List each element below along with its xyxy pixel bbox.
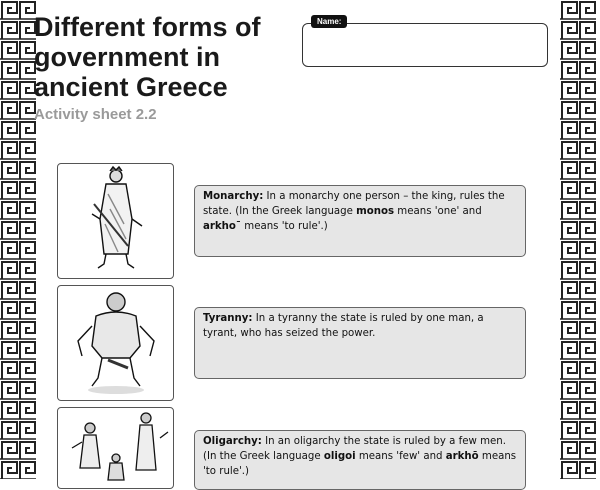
tyranny-text-box: Tyranny: In a tyranny the state is ruled by one man, a tyrant, who has seized the power. [194,307,526,379]
tyrant-figure-icon [58,286,173,400]
monarchy-term: Monarchy: [203,191,264,202]
name-label: Name: [311,15,347,28]
page-title: Different forms of government in ancient Greece [34,12,261,102]
tyranny-term: Tyranny: [203,313,253,324]
activity-subtitle: Activity sheet 2.2 [34,106,157,123]
oligarchy-text-box: Oligarchy: In an oligarchy the state is ruled by a few men. (In the Greek language oligoi means 'few' and arkhō means 'to rule'.) [194,430,526,490]
king-illustration [57,163,174,279]
king-figure-icon [58,164,173,278]
greek-key-border-left [0,0,36,479]
oligarchs-figure-icon [58,408,173,488]
name-field[interactable] [302,23,548,67]
oligarchy-term: Oligarchy: [203,436,262,447]
greek-key-border-right [560,0,596,479]
tyrant-illustration [57,285,174,401]
monarchy-text-box: Monarchy: In a monarchy one person – the king, rules the state. (In the Greek language monos means 'one' and arkho¯ means 'to rule'.) [194,185,526,257]
oligarchs-illustration [57,407,174,489]
